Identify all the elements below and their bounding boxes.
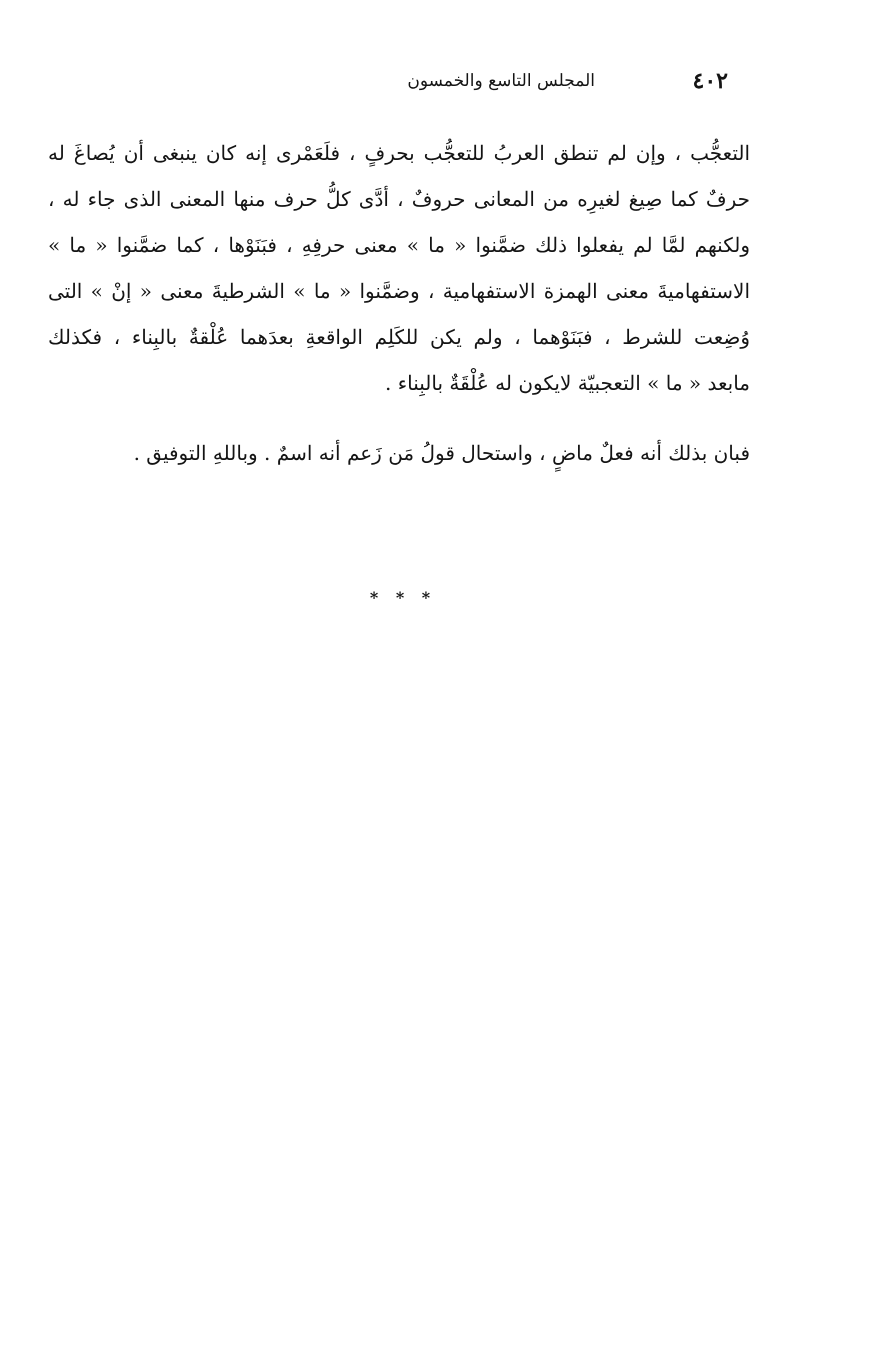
page-number: ٤٠٢	[692, 68, 728, 94]
chapter-title: المجلس التاسع والخمسون	[407, 71, 595, 91]
text-line: ولكنهم لمَّا لم يفعلوا ذلك ضمَّنوا « ما » معنى حرفِهِ ، فبَنَوْها ، كما ضمَّنوا « ما »	[48, 233, 750, 257]
running-head	[300, 66, 740, 96]
text-line: مابعد « ما » التعجبيّة لايكون له عُلْقَةٌ بالبِناء .	[385, 371, 750, 395]
text-line: فبان بذلك أنه فعلٌ ماضٍ ، واستحال قولُ مَن زَعم أنه اسمٌ . وباللهِ التوفيق .	[133, 441, 750, 465]
text-line: وُضِعت للشرط ، فبَنَوْهما ، ولم يكن للكَلِم الواقعةِ بعدَهما عُلْقةٌ بالبِناء ، فكذلك	[48, 325, 750, 349]
text-line: حرفٌ كما صِيغ لغيرِه من المعانى حروفٌ ، أدَّى كلُّ حرف منها المعنى الذى جاء له ،	[48, 187, 750, 211]
paragraph-1	[48, 130, 750, 406]
text-line: الاستفهاميةَ معنى الهمزة الاستفهامية ، وضمَّنوا « ما » الشرطيةَ معنى « إنْ » التى	[48, 279, 750, 303]
text-line: التعجُّب ، وإن لم تنطق العربُ للتعجُّب بحرفٍ ، فلَعَمْرى إنه كان ينبغى أن يُصاغَ له	[48, 141, 750, 165]
section-ornament: * * *	[369, 588, 437, 607]
paragraph-2	[50, 430, 750, 476]
